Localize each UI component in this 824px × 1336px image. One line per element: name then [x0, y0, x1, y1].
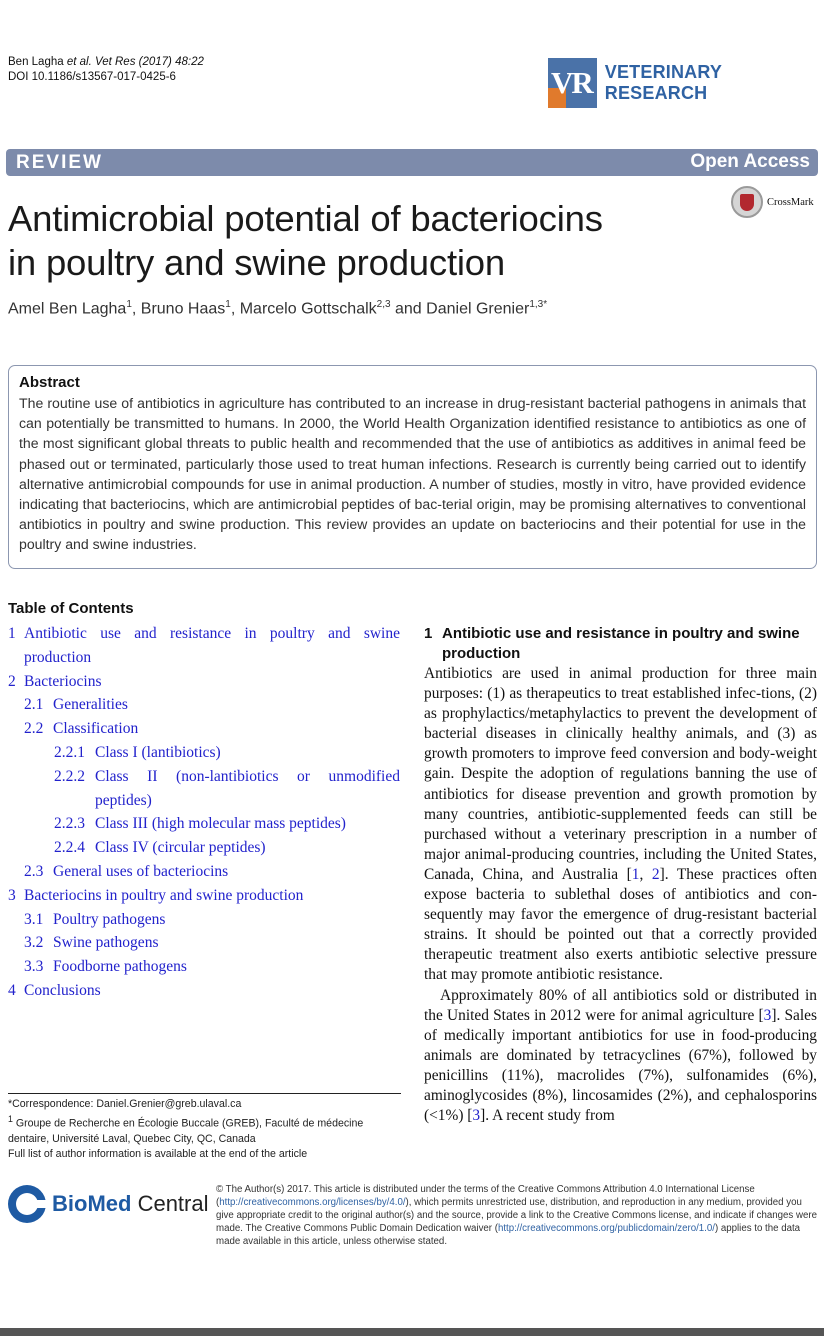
toc-entry-label: Class III (high molecular mass peptides): [95, 815, 346, 833]
license-link[interactable]: http://creativecommons.org/licenses/by/4.0/: [219, 1197, 406, 1209]
biomed-central-icon: [8, 1185, 46, 1223]
journal-name: VETERINARY RESEARCH: [604, 62, 722, 103]
abstract-text: The routine use of antibiotics in agriculture has contributed to an increase in drug-resistant bacterial pathogens in animals that can potentially be transmitted to humans. In 2000, the World Health Organization identified resistance to antibiotics as one of the most significant global threats to public health and recommended that the use of antibiotics as additives in animal feed be phased out or terminated, particularly those used to treat human infections. Research is currently being carried out to identify alternative antimicrobial compounds for use in animal production. A number of studies, mostly in vitro, have provided evidence indicating that bacteriocins, which are antimicrobial peptides of bac-terial origin, may be promising alternatives to conventional antibiotics in poultry and swine production. This review provides an update on bacteriocins and their potential for use in the poultry and swine industries.: [19, 395, 806, 553]
table-of-contents: [8, 600, 400, 1003]
citation-year: (2017) 48:22: [135, 56, 204, 68]
vr-logo-letters: VR: [551, 65, 592, 100]
toc-entry-label: General uses of bacteriocins: [53, 862, 229, 880]
toc-entry[interactable]: [8, 693, 400, 717]
publisher-regular: Central: [131, 1191, 209, 1216]
section-number: 1: [424, 625, 433, 642]
toc-entry-number: 1: [8, 625, 16, 642]
article-type-label: REVIEW: [16, 152, 103, 173]
author-name[interactable]: Bruno Haas: [140, 300, 226, 318]
author-affiliation: 1: [225, 299, 231, 310]
toc-entry[interactable]: [8, 979, 400, 1003]
toc-entry-label: Class I (lantibiotics): [95, 743, 221, 761]
toc-entry[interactable]: [8, 931, 400, 955]
paragraph: Approximately 80% of all antibiotics sold or distributed in the United States in 2012 were for animal agriculture [3]. Sales of medically important antibiotics for use in food-producing animals are dominated by tetracyclines (67%), followed by penicillins (11%), macrolides (7%), sulfonamides (6%), aminoglycosides (8%), lincosamides (2%), and cephalosporins (<1%) [3]. A recent study from: [424, 986, 817, 1125]
toc-entry-number: 3: [8, 886, 16, 904]
toc-entry-number: 2.2: [24, 720, 44, 738]
correspondence: *Correspondence: Daniel.Grenier@greb.ulaval.ca: [8, 1098, 242, 1110]
toc-entry-label: Class IV (circular peptides): [95, 839, 266, 857]
toc-entry-number: 2.3: [24, 862, 44, 880]
toc-entry[interactable]: [8, 812, 400, 836]
citation-link[interactable]: 3: [472, 1107, 481, 1125]
author-list: Amel Ben Lagha$^1$, Bruno Haas$^1$, Marcelo Gottschalk$^{2,3}$ and Daniel Grenier$^{1,3*}$: [8, 299, 548, 318]
author-name[interactable]: Marcelo Gottschalk: [239, 300, 377, 318]
toc-entry-number: 3.2: [24, 934, 44, 952]
toc-entry[interactable]: [8, 622, 400, 670]
toc-entry-number: 2.2.3: [54, 815, 85, 833]
citation-block: [8, 55, 204, 85]
toc-entry-number: 3.3: [24, 958, 44, 976]
toc-entry-label: Bacteriocins in poultry and swine production: [24, 886, 304, 904]
journal-logo[interactable]: [548, 58, 824, 108]
toc-entry-number: 2.2.2: [54, 767, 85, 785]
title-line-2: in poultry and swine production: [8, 242, 505, 283]
paragraph: Antibiotics are used in animal production for three main purposes: (1) as therapeutics to treat established infec-tions, (2) as prophylactics/metaphylactics to prevent the development of bacterial diseases in clinically healthy animals, and (3) as growth promoters to improve feed conversion and body-weight gain. Despite the adoption of regulations banning the use of antibiotics for disease prevention and growth promotion by many countries, antibiotic-supplemented feeds can still be purchased without a veterinary prescription in a number of major animal-producing countries, including the United States, Canada, China, and Australia [1, 2]. These practices often expose bacteria to sublethal doses of antibiotics and con-sequently may favor the emergence of drug-resistant bacterial strains. It should be pointed out that a correctly provided therapeutic treatment also exerts antibiotic selective pressure that may promote antibiotic resistance.: [424, 665, 817, 984]
section-title: Antibiotic use and resistance in poultry and swine production: [442, 625, 800, 662]
author-affiliation: 1,3*: [529, 299, 548, 310]
author-affiliation: 1: [126, 299, 132, 310]
toc-entry[interactable]: [8, 717, 400, 741]
toc-entry-label: Swine pathogens: [53, 934, 159, 952]
author-info-note: Full list of author information is available at the end of the article: [8, 1147, 308, 1160]
toc-entry-label: Classification: [53, 720, 139, 738]
affiliation-1: $^1$ Groupe de Recherche en Écologie Buccale (GREB), Faculté de médecine dentaire, Université Laval, Quebec City, QC, Canada: [8, 1114, 364, 1145]
toc-entry[interactable]: [8, 955, 400, 979]
crossmark-icon: [731, 186, 763, 218]
toc-entry[interactable]: [8, 670, 400, 694]
citation-link[interactable]: 1: [631, 865, 640, 883]
citation-link[interactable]: 2: [651, 865, 660, 883]
toc-entry[interactable]: [8, 884, 400, 908]
toc-entry-number: 2.2.1: [54, 743, 85, 761]
open-access-label: Open Access: [690, 151, 810, 172]
section-heading: [424, 624, 817, 664]
toc-entry-label: Foodborne pathogens: [53, 958, 187, 976]
doi: DOI 10.1186/s13567-017-0425-6: [8, 71, 176, 83]
article-title: [8, 197, 603, 285]
bottom-bar: [0, 1328, 824, 1336]
toc-entry[interactable]: [8, 836, 400, 860]
toc-heading: Table of Contents: [8, 600, 134, 617]
toc-entry-label: Conclusions: [24, 981, 101, 999]
abstract-heading: Abstract: [19, 374, 80, 391]
toc-entry-label: Bacteriocins: [24, 672, 102, 690]
toc-entry[interactable]: [8, 765, 400, 813]
toc-entry-number: 2.2.4: [54, 839, 85, 857]
article-type-bar: [6, 149, 818, 176]
toc-entry-number: 2: [8, 672, 16, 690]
citation-link[interactable]: 3: [763, 1006, 772, 1024]
abstract-box: [8, 365, 817, 569]
toc-entry-number: 2.1: [24, 696, 44, 714]
toc-entry-label: Poultry pathogens: [53, 910, 166, 928]
citation-journal: et al. Vet Res: [66, 56, 136, 68]
toc-entry[interactable]: [8, 860, 400, 884]
toc-entry-label: Antibiotic use and resistance in poultry and swine production: [24, 625, 400, 666]
crossmark-label: CrossMark: [767, 196, 814, 208]
toc-entry-label: Generalities: [53, 696, 128, 714]
waiver-link[interactable]: http://creativecommons.org/publicdomain/zero/1.0/: [497, 1223, 715, 1235]
toc-entry-number: 3.1: [24, 910, 44, 928]
footnotes: [8, 1093, 401, 1162]
vr-logo-icon: [548, 58, 597, 108]
toc-entry-number: 4: [8, 981, 16, 999]
author-affiliation: 2,3: [376, 299, 391, 310]
license-text: © The Author(s) 2017. This article is distributed under the terms of the Creative Commons Attribution 4.0 International License (http://creativecommons.org/licenses/by/4.0/), which permits unrestricted use, distribution, and reproduction in any medium, provided you give appropriate credit to the original author(s) and the source, provide a link to the Creative Commons license, and indicate if changes were made. The Creative Commons Public Domain Dedication waiver (http://creativecommons.org/publicdomain/zero/1.0/) applies to the data made available in this article, unless otherwise stated.: [216, 1184, 817, 1248]
publisher-bold: BioMed: [52, 1191, 132, 1216]
section-1: [424, 624, 817, 1126]
crossmark-badge[interactable]: [731, 186, 814, 218]
author-name[interactable]: Amel Ben Lagha: [8, 300, 127, 318]
toc-entry-label: Class II (non-lantibiotics or unmodified peptides): [95, 767, 400, 809]
author-name[interactable]: Daniel Grenier: [426, 300, 530, 318]
citation-authors: Ben Lagha: [8, 56, 67, 68]
biomed-central-logo[interactable]: [8, 1185, 209, 1223]
toc-entry[interactable]: [8, 908, 400, 932]
title-line-1: Antimicrobial potential of bacteriocins: [8, 198, 603, 239]
toc-entry[interactable]: [8, 741, 400, 765]
